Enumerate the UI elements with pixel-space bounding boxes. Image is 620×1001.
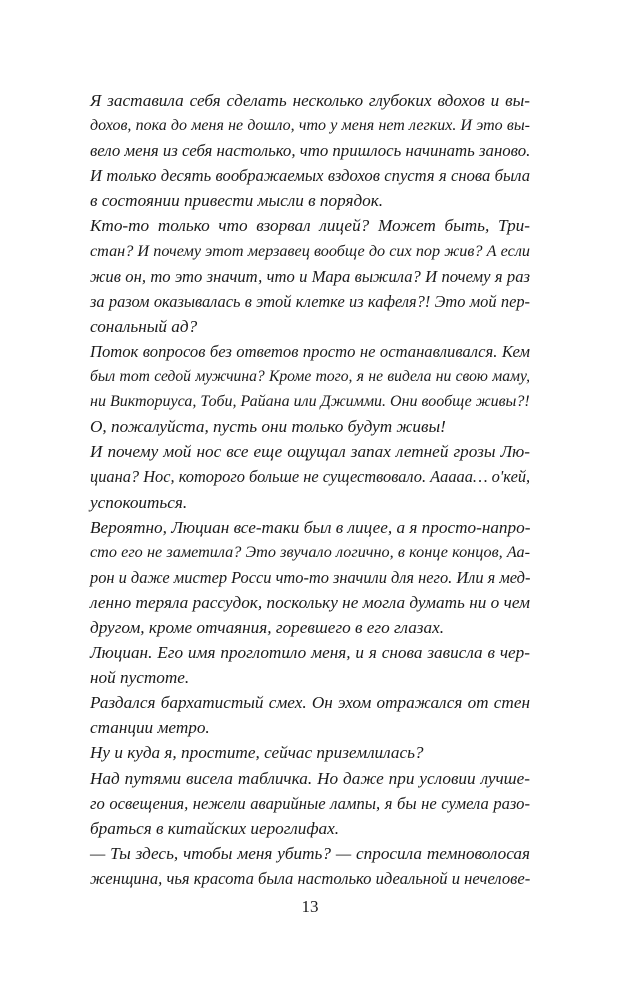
text-line: был тот седой мужчина? Кроме того, я не видела ни свою маму,	[90, 368, 530, 386]
text-line: — Ты здесь, чтобы меня убить? — спросила темноволосая	[90, 843, 530, 863]
text-line: за разом оказывалась в этой клетке из кафеля?! Это мой пер-	[90, 291, 530, 311]
text-line: И почему мой нос все еще ощущал запах летней грозы Лю-	[90, 442, 530, 462]
text-line: сто его не заметила? Это звучало логично, в конце концов, Аа-	[90, 542, 530, 561]
text-line: Вероятно, Люциан все-таки был в лицее, а я просто-напро-	[90, 517, 531, 537]
text-line: Раздался бархатистый смех. Он эхом отражался от стен	[90, 693, 530, 713]
text-line: Кто-то только что взорвал лицей? Может быть, Три-	[90, 216, 530, 236]
text-line: дохов, пока до меня не дошло, что у меня нет легких. И это вы-	[90, 117, 530, 135]
text-line: Ну и куда я, простите, сейчас приземлилась?	[90, 743, 424, 763]
text-line: го освещения, нежели аварийные лампы, я бы не сумела разо-	[90, 793, 530, 813]
text-line: ленно теряла рассудок, поскольку не могла думать ни о чем	[90, 592, 530, 612]
text-line: ной пустоте.	[90, 668, 190, 688]
text-line: О, пожалуйста, пусть они только будут живы!	[90, 417, 446, 437]
text-line: жив он, то это значит, что и Мара выжила? И почему я раз	[90, 266, 530, 286]
text-line: станции метро.	[90, 718, 210, 738]
text-line: Люциан. Его имя проглотило меня, и я снова зависла в чер-	[90, 643, 530, 663]
text-line: сональный ад?	[90, 316, 198, 336]
text-line: циана? Нос, которого больше не существовало. Аaaaa… о'кей,	[90, 467, 531, 487]
text-line: рон и даже мистер Росси что-то значили для него. Или я мед-	[90, 567, 531, 587]
text-line: ни Викториуса, Тоби, Райана или Джимми. Они вообще живы?!	[90, 393, 530, 411]
text-line: И только десять воображаемых вздохов спустя я снова была	[90, 166, 530, 186]
text-line: браться в китайских иероглифах.	[90, 818, 340, 838]
text-line: женщина, чья красота была настолько идеальной и нечелове-	[90, 868, 531, 888]
text-line: стан? И почему этот мерзавец вообще до сих пор жив? А если	[90, 241, 530, 260]
page-number: 13	[301, 897, 319, 916]
text-line: вело меня из себя настолько, что пришлось начинать заново.	[90, 141, 531, 161]
text-line: успокоиться.	[90, 492, 188, 512]
text-line: Я заставила себя сделать несколько глубоких вдохов и вы-	[90, 91, 530, 110]
text-line: Поток вопросов без ответов просто не останавливался. Кем	[90, 341, 530, 361]
body-text	[90, 88, 530, 891]
text-line: Над путями висела табличка. Но даже при условии лучше-	[90, 768, 530, 788]
text-line: другом, кроме отчаяния, горевшего в его глазах.	[90, 617, 445, 637]
text-line: в состоянии привести мысли в порядок.	[90, 191, 384, 211]
